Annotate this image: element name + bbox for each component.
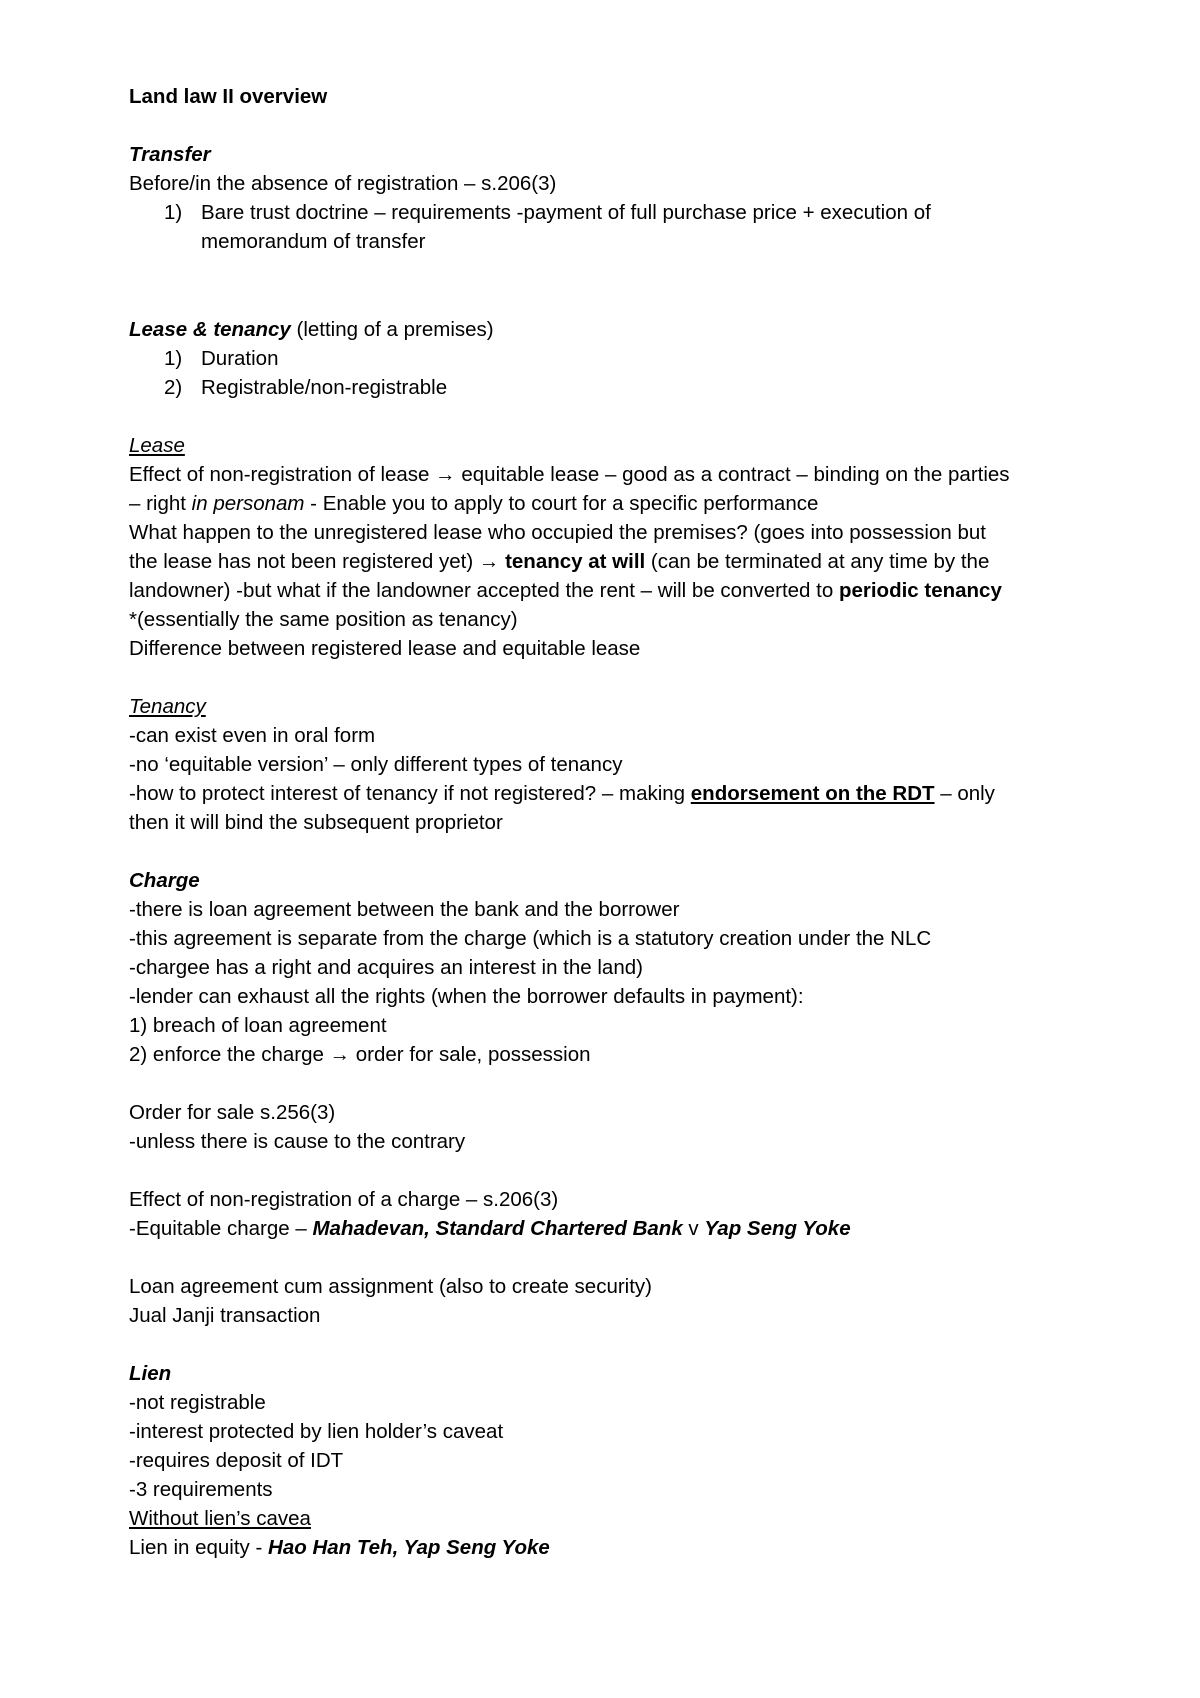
- text-line: [129, 578, 1002, 604]
- heading-text: Lease & tenancy: [129, 318, 291, 341]
- text-line: [129, 462, 1010, 488]
- document-title: Land law II overview: [129, 85, 328, 108]
- italic-term: in personam: [191, 492, 305, 515]
- text-line: [129, 549, 989, 575]
- arrow-right-icon: →: [329, 1043, 351, 1066]
- list-number: 2): [164, 376, 183, 399]
- text-line: *(essentially the same position as tenancy): [129, 608, 518, 631]
- text-run: – only: [934, 782, 995, 805]
- text-run: 2) enforce the charge: [129, 1043, 330, 1066]
- text-line: -lender can exhaust all the rights (when the borrower defaults in payment):: [129, 985, 804, 1008]
- section-heading-transfer: Transfer: [129, 143, 211, 166]
- text-line: -unless there is cause to the contrary: [129, 1130, 466, 1153]
- list-number: 1): [164, 347, 183, 370]
- section-heading-lease-tenancy: [129, 317, 494, 343]
- text-run: landowner) -but what if the landowner accepted the rent – will be converted to: [129, 579, 839, 602]
- case-name: Yap Seng Yoke: [704, 1217, 851, 1240]
- list-number: 1): [164, 201, 183, 224]
- subheading-without-liens-caveat: Without lien’s cavea: [129, 1507, 311, 1530]
- text-run: -Equitable charge –: [129, 1217, 313, 1240]
- case-name: Mahadevan, Standard Chartered Bank: [312, 1217, 683, 1240]
- text-line: Loan agreement cum assignment (also to create security): [129, 1275, 653, 1298]
- text-run: Lien in equity -: [129, 1536, 269, 1559]
- arrow-right-icon: →: [478, 550, 500, 573]
- text-line: [129, 1042, 591, 1068]
- text-run: - Enable you to apply to court for a specific performance: [304, 492, 819, 515]
- text-line: -can exist even in oral form: [129, 724, 376, 747]
- bold-term: tenancy at will: [505, 550, 646, 573]
- text-line: What happen to the unregistered lease who occupied the premises? (goes into possession but: [129, 521, 986, 544]
- text-line: -3 requirements: [129, 1478, 273, 1501]
- bold-term: periodic tenancy: [838, 579, 1002, 602]
- text-line: -requires deposit of IDT: [129, 1449, 344, 1472]
- text-run: -how to protect interest of tenancy if not registered? – making: [129, 782, 691, 805]
- text-line: [129, 781, 995, 807]
- text-line: Jual Janji transaction: [129, 1304, 321, 1327]
- text-line: Order for sale s.256(3): [129, 1101, 336, 1124]
- text-run: v: [682, 1217, 705, 1240]
- text-line: -no ‘equitable version’ – only different types of tenancy: [129, 753, 623, 776]
- section-heading-charge: Charge: [129, 869, 200, 892]
- case-name: Hao Han Teh, Yap Seng Yoke: [268, 1536, 550, 1559]
- text-line: [129, 1535, 550, 1561]
- text-run: order for sale, possession: [350, 1043, 591, 1066]
- list-item-continuation: memorandum of transfer: [201, 230, 426, 253]
- bold-underlined-term: endorsement on the RDT: [690, 782, 935, 805]
- list-item: Bare trust doctrine – requirements -payment of full purchase price + execution of: [201, 201, 931, 224]
- text-line: -this agreement is separate from the charge (which is a statutory creation under the NLC: [129, 927, 932, 950]
- text-run: – right: [129, 492, 192, 515]
- text-line: Difference between registered lease and equitable lease: [129, 637, 641, 660]
- text-line: -not registrable: [129, 1391, 266, 1414]
- text-line: -there is loan agreement between the bank and the borrower: [129, 898, 680, 921]
- text-run: the lease has not been registered yet): [129, 550, 479, 573]
- text-line: [129, 1216, 851, 1242]
- text-run: equitable lease – good as a contract – binding on the parties: [455, 463, 1010, 486]
- section-heading-lease: Lease: [129, 434, 185, 457]
- text-line: 1) breach of loan agreement: [129, 1014, 387, 1037]
- arrow-right-icon: →: [435, 463, 456, 486]
- section-heading-tenancy: Tenancy: [129, 695, 206, 718]
- list-item: Duration: [201, 347, 279, 370]
- text-line: [129, 491, 818, 517]
- text-line: -chargee has a right and acquires an interest in the land): [129, 956, 643, 979]
- heading-suffix: (letting of a premises): [290, 318, 494, 341]
- transfer-line: Before/in the absence of registration – s.206(3): [129, 172, 557, 195]
- text-line: Effect of non-registration of a charge – s.206(3): [129, 1188, 559, 1211]
- list-item: Registrable/non-registrable: [201, 376, 448, 399]
- text-run: (can be terminated at any time by the: [645, 550, 990, 573]
- text-line: -interest protected by lien holder’s caveat: [129, 1420, 504, 1443]
- text-line: then it will bind the subsequent proprietor: [129, 811, 503, 834]
- section-heading-lien: Lien: [129, 1362, 172, 1385]
- text-run: Effect of non-registration of lease: [129, 463, 436, 486]
